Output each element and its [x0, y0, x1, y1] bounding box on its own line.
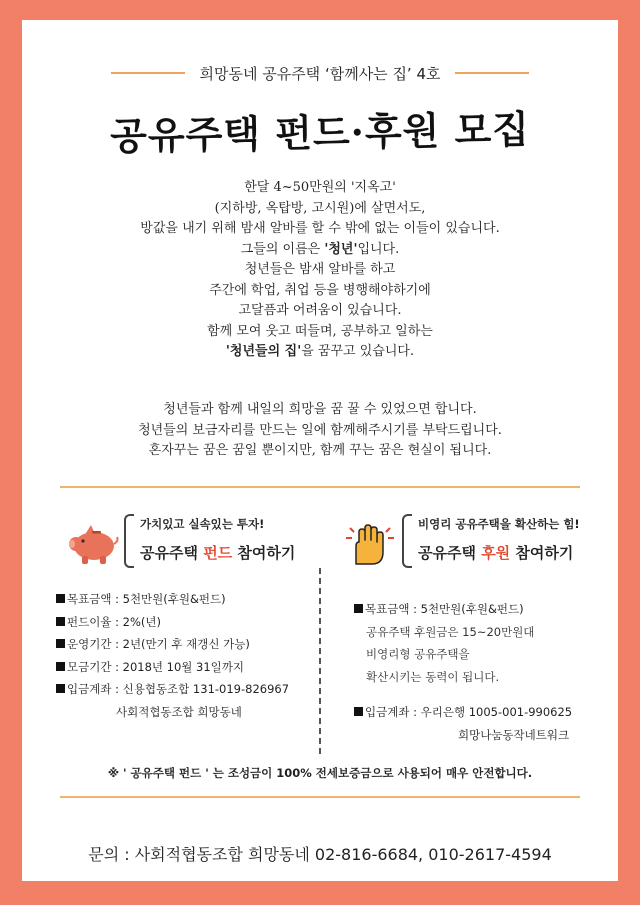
fund-item	[56, 588, 289, 611]
column-divider	[319, 568, 321, 754]
sponsor-desc-line: 확산시키는 동력이 됩니다.	[366, 669, 500, 684]
sponsor-account	[354, 701, 572, 724]
sponsor-headline-accent: 후원	[481, 544, 511, 562]
series-header	[22, 60, 618, 86]
sponsor-headline-post: 참여하기	[510, 544, 574, 562]
fund-item	[56, 633, 289, 656]
fund-item-text: 입금계좌 : 신용협동조합 131-019-826967	[67, 682, 290, 696]
sponsor-headline-pre: 공유주택	[418, 544, 482, 562]
name-prefix: 그들의 이름은	[240, 241, 325, 257]
fund-heading-texts	[140, 514, 295, 563]
sponsor-heading	[342, 514, 580, 568]
fund-headline-post: 참여하기	[232, 544, 296, 562]
intro-line: (지하방, 옥탑방, 고시원)에 살면서도,	[214, 200, 426, 216]
intro-line: 주간에 학업, 취업 등을 병행해야하기에	[209, 282, 431, 298]
sponsor-desc-line: 공유주택 후원금은 15~20만원대	[366, 624, 535, 639]
name-suffix: 입니다.	[357, 241, 400, 257]
fund-account-holder: 사회적협동조합 희망동네	[116, 704, 242, 719]
intro-line: 방값을 내기 위해 밤새 알바를 할 수 밖에 없는 이들이 있습니다.	[140, 221, 500, 236]
sponsor-tagline: 비영리 공유주택을 확산하는 힘!	[418, 517, 580, 531]
fund-headline-accent: 펀드	[203, 544, 233, 562]
intro-paragraph-1	[22, 178, 618, 260]
sponsor-desc-line: 비영리형 공유주택을	[366, 647, 470, 661]
intro-paragraph-3	[22, 400, 618, 462]
contact-info: 문의 : 사회적협동조합 희망동네 02-816-6684, 010-2617-4594	[88, 845, 552, 864]
bullet-square	[56, 594, 65, 603]
sponsor-goal	[354, 598, 572, 621]
heading-bracket	[124, 514, 134, 568]
intro-line: 고달픔과 어려움이 있습니다.	[238, 303, 402, 318]
fund-item	[56, 656, 289, 679]
fund-headline	[140, 542, 295, 563]
fund-item-text: 목표금액 : 5천만원(후원&펀드)	[67, 592, 226, 606]
series-title: 희망동네 공유주택 ‘함께사는 집’ 4호	[199, 64, 441, 83]
sponsor-account-holder: 희망나눔동작네트워크	[458, 727, 570, 742]
fund-item-text: 펀드이율 : 2%(년)	[67, 614, 161, 629]
bullet-square	[56, 684, 65, 693]
fund-details	[56, 588, 289, 723]
intro-line: 청년들과 함께 내일의 희망을 꿈 꿀 수 있었으면 합니다.	[163, 402, 477, 417]
bullet-square	[56, 617, 65, 626]
fund-heading	[64, 514, 295, 568]
fund-item-text: 운영기간 : 2년(만기 후 재갱신 가능)	[67, 637, 250, 651]
intro-line	[22, 342, 618, 363]
sponsor-heading-texts	[418, 514, 580, 563]
fund-tagline: 가치있고 실속있는 투자!	[140, 517, 265, 531]
fund-item	[56, 678, 289, 701]
bullet-square	[56, 639, 65, 648]
main-title: 공유주택 펀드·후원 모집	[109, 106, 531, 159]
right-rule	[455, 72, 529, 74]
sponsor-details	[354, 598, 572, 746]
bullet-square	[56, 662, 65, 671]
intro-line: 청년들은 밤새 알바를 하고	[244, 262, 396, 277]
intro-line	[22, 240, 618, 261]
youth-house-highlight: '청년들의 집'	[225, 344, 302, 359]
bottom-divider	[60, 796, 580, 798]
fund-headline-pre: 공유주택	[140, 544, 204, 562]
heading-bracket	[402, 514, 412, 568]
youth-highlight: '청년'	[324, 241, 358, 257]
safety-note: ※ ' 공유주택 펀드 ' 는 조성금이 100% 전세보증금으로 사용되어 매우 안전합니다.	[107, 766, 533, 780]
fund-item	[56, 611, 289, 634]
left-rule	[111, 72, 185, 74]
top-divider	[60, 486, 580, 488]
poster	[22, 20, 618, 881]
dream-suffix: 을 꿈꾸고 있습니다.	[301, 344, 415, 359]
intro-line: 한달 4~50만원의 '지옥고'	[244, 180, 396, 195]
sponsor-goal-text: 목표금액 : 5천만원(후원&펀드)	[365, 602, 524, 616]
sponsor-account-text: 입금계좌 : 우리은행 1005-001-990625	[365, 705, 573, 719]
intro-line: 혼자꾸는 꿈은 꿈일 뿐이지만, 함께 꾸는 꿈은 현실이 됩니다.	[148, 443, 492, 458]
intro-line: 청년들의 보금자리를 만드는 일에 함께해주시기를 부탁드립니다.	[138, 422, 502, 438]
sponsor-headline	[418, 542, 580, 563]
intro-line: 함께 모여 웃고 떠들며, 공부하고 일하는	[207, 323, 433, 339]
intro-paragraph-2	[22, 260, 618, 363]
bullet-square	[354, 707, 363, 716]
bullet-square	[354, 604, 363, 613]
raised-hand-icon	[342, 520, 398, 568]
piggy-bank-icon	[64, 520, 120, 568]
fund-item-text: 모금기간 : 2018년 10월 31일까지	[67, 659, 245, 674]
